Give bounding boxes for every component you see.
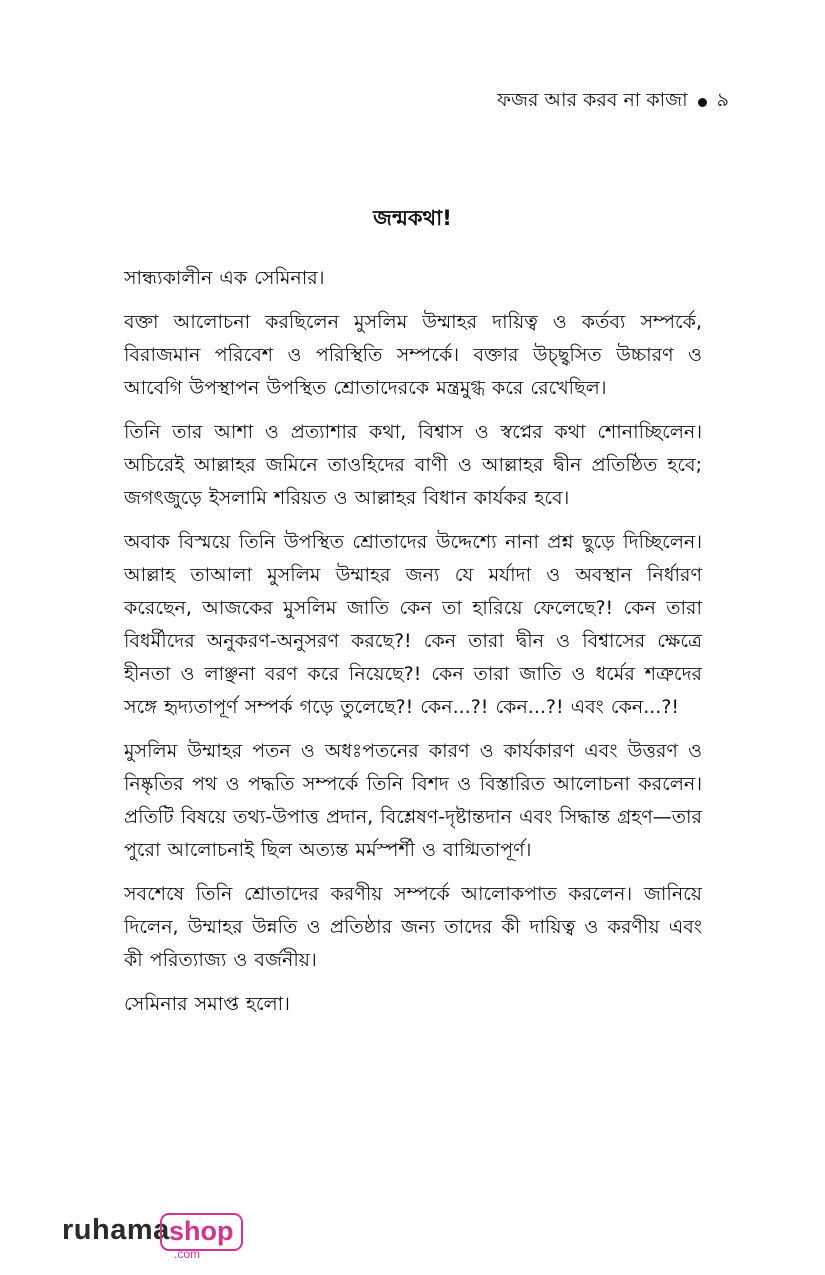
paragraph-4: অবাক বিস্ময়ে তিনি উপস্থিত শ্রোতাদের উদ্দেশ্যে নানা প্রশ্ন ছুড়ে দিচ্ছিলেন। আল্লাহ তাআলা মুসলিম উম্মাহর জন্য যে মর্যাদা ও অবস্থান নির্ধারণ করেছেন, আজকের মুসলিম জাতি কেন তা হারিয়ে ফেলেছে?! কেন তারা বিধর্মীদের অনুকরণ-অনুসরণ করছে?! কেন তারা দ্বীন ও বিশ্বাসের ক্ষেত্রে হীনতা ও লাঞ্ছনা বরণ করে নিয়েছে?! কেন তারা জাতি ও ধর্মের শত্রুদের সঙ্গে হৃদ্যতাপূর্ণ সম্পর্ক গড়ে তুলেছে?! কেন...?! কেন...?! এবং কেন...?! bbox=[124, 531, 702, 718]
paragraph-3: তিনি তার আশা ও প্রত্যাশার কথা, বিশ্বাস ও স্বপ্নের কথা শোনাচ্ছিলেন। অচিরেই আল্লাহর জমিনে তাওহিদের বাণী ও আল্লাহর দ্বীন প্রতিষ্ঠিত হবে; জগৎজুড়ে ইসলামি শরিয়ত ও আল্লাহর বিধান কার্যকর হবে। bbox=[124, 421, 702, 509]
logo-word-shop: shop bbox=[160, 1213, 243, 1251]
chapter-title: জন্মকথা! bbox=[373, 206, 452, 230]
logo-dotcom: .com bbox=[174, 1247, 201, 1261]
paragraph-1: সান্ধ্যকালীন এক সেমিনার। bbox=[124, 267, 325, 289]
ruhamashop-logo bbox=[62, 1210, 262, 1262]
page-number: ৯ bbox=[716, 89, 729, 111]
running-title: ফজর আর করব না কাজা bbox=[497, 89, 688, 111]
paragraph-6: সবশেষে তিনি শ্রোতাদের করণীয় সম্পর্কে আলোকপাত করলেন। জানিয়ে দিলেন, উম্মাহর উন্নতি ও প্রতিষ্ঠার জন্য তাদের কী দায়িত্ব ও করণীয় এবং কী পরিত্যাজ্য ও বর্জনীয়। bbox=[124, 883, 702, 971]
paragraph-5: মুসলিম উম্মাহর পতন ও অধঃপতনের কারণ ও কার্যকারণ এবং উত্তরণ ও নিষ্কৃতির পথ ও পদ্ধতি সম্পর্কে তিনি বিশদ ও বিস্তারিত আলোচনা করলেন। প্রতিটি বিষয়ে তথ্য-উপাত্ত প্রদান, বিশ্লেষণ-দৃষ্টান্তদান এবং সিদ্ধান্ত গ্রহণ—তার পুরো আলোচনাই ছিল অত্যন্ত মর্মস্পর্শী ও বাগ্মিতাপূর্ণ। bbox=[124, 740, 702, 861]
running-header bbox=[497, 86, 729, 118]
body-text bbox=[124, 262, 702, 1032]
logo-word-ruhama: ruhama bbox=[62, 1214, 170, 1246]
paragraph-7: সেমিনার সমাপ্ত হলো। bbox=[124, 993, 290, 1015]
paragraph-2: বক্তা আলোচনা করছিলেন মুসলিম উম্মাহর দায়িত্ব ও কর্তব্য সম্পর্কে, বিরাজমান পরিবেশ ও পরিস্থিতি সম্পর্কে। বক্তার উচ্ছ্বসিত উচ্চারণ ও আবেগি উপস্থাপন উপস্থিত শ্রোতাদেরকে মন্ত্রমুগ্ধ করে রেখেছিল। bbox=[124, 311, 702, 399]
bullet-separator bbox=[698, 98, 707, 107]
